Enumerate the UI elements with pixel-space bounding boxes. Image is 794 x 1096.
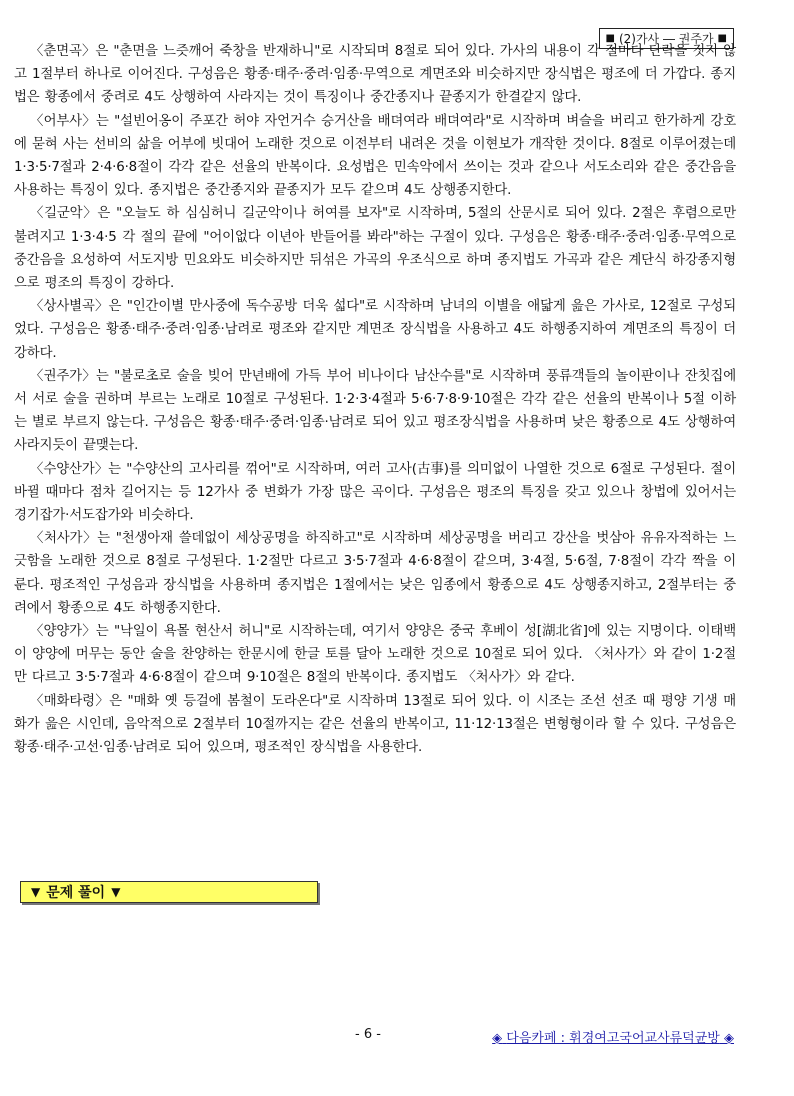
section-title: 문제 풀이	[46, 885, 106, 901]
paragraph-gwonjuga: 〈권주가〉는 "불로초로 술을 빚어 만년배에 가득 부어 비나이다 남산수를"로 시작하며 풍류객들의 놀이판이나 잔칫집에서 서로 술을 권하며 부르는 노래로 10절로 구성된다. 1·2·3·4절과 5·6·7·8·9·10절은 각각 같은 선율의 반복이나 5절 이하는 별로 부르지 않는다. 구성음은 황종·태주·중려·임종·남려로 되어 있고 평조장식법을 사용하며 낮은 황종으로 4도 상행하여 사라지듯이 끝맺는다.	[14, 368, 736, 454]
header-square-left: ■	[605, 33, 615, 44]
paragraph-maehwataryeong: 〈매화타령〉은 "매화 옛 등걸에 봄철이 도라온다"로 시작하며 13절로 되어 있다. 이 시조는 조선 선조 때 평양 기생 매화가 읊은 시인데, 음악적으로 2절부터 10절까지는 같은 선율의 반복이고, 11·12·13절은 변형형이라 할 수 있다. 구성음은 황종·태주·고선·임종·남려로 되어 있으며, 평조적인 장식법을 사용한다.	[14, 693, 736, 756]
problem-solving-heading	[20, 881, 318, 903]
diamond-icon: ◈	[492, 1031, 503, 1046]
paragraph-gilgunak: 〈길군악〉은 "오늘도 하 심심허니 길군악이나 허여를 보자"로 시작하며, 5절의 산문시로 되어 있다. 2절은 후렴으로만 불려지고 1·3·4·5 각 절의 끝에 "어이없다 이년아 반들어를 봐라"하는 구절이 있다. 구성음은 황종·태주·중려·임종·무역으로 중간음을 요성하여 서도지방 민요와도 비슷하지만 뒤섞은 가곡의 우조식으로 하며 종지법도 가곡과 같은 계단식 하강종지형으로 평조의 특징이 강하다.	[14, 206, 736, 292]
down-triangle-icon: ▼	[111, 885, 121, 899]
cafe-link[interactable]	[492, 1027, 734, 1046]
page-number: - 6 -	[355, 1027, 381, 1042]
paragraph-sangsabyeolgok: 〈상사별곡〉은 "인간이별 만사중에 독수공방 더욱 섧다"로 시작하며 남녀의 이별을 애닯게 읊은 가사로, 12절로 구성되었다. 구성음은 황종·태주·중려·임종·남려로 평조와 같지만 계면조 장식법을 사용하고 4도 하행종지하여 계면조의 특징이 더 강하다.	[14, 299, 736, 361]
document-body	[14, 40, 736, 759]
paragraph-chunmyeongok: 〈춘면곡〉은 "춘면을 느즛깨어 죽창을 반재하니"로 시작되며 8절로 되어 있다. 가사의 내용이 각 절마다 단락을 짓지 않고 1절부터 하나로 이어진다. 구성음은 황종·태주·중려·임종·무역으로 계면조와 비슷하지만 장식법은 평조에 더 가깝다. 종지법은 황종에서 중려로 4도 상행하여 사라지는 것이 특징이나 중간종지나 끝종지가 한결같지 않다.	[14, 44, 736, 106]
cafe-link-text: 다음카페 : 휘경여고국어교사류덕균방	[506, 1031, 720, 1046]
paragraph-yangyangga: 〈양양가〉는 "낙일이 욕몰 현산서 허니"로 시작하는데, 여기서 양양은 중국 후베이 성[湖北省]에 있는 지명이다. 이태백이 양양에 머무는 동안 술을 찬양하는 한문시에 한글 토를 달아 노래한 것으로 10절로 되어 있다. 〈처사가〉와 같이 1·2절만 다르고 3·5·7절과 4·6·8절이 같으며 9·10절은 8절의 반복이다. 종지법도 〈처사가〉와 같다.	[14, 624, 736, 686]
diamond-icon: ◈	[724, 1031, 734, 1046]
header-title: (2)가사 ― 권주가	[618, 32, 714, 46]
paragraph-eobusa: 〈어부사〉는 "설빈어옹이 주포간 허야 자언거수 승거산을 배뎌여라 배뎌여라"로 시작하며 벼슬을 버리고 한가하게 강호에 묻혀 사는 선비의 삶을 어부에 빗대어 노래한 것으로 이전부터 내려온 것을 이현보가 개작한 것이다. 8절로 이루어졌는데 1·3·5·7절과 2·4·6·8절이 각각 같은 선율의 반복이다. 요성법은 민속악에서 쓰이는 것과 같으나 서도소리와 같은 중간음을 사용하는 특징이 있다. 종지법은 중간종지와 끝종지가 모두 같으며 4도 상행종지한다.	[14, 113, 736, 199]
paragraph-suyangsanga: 〈수양산가〉는 "수양산의 고사리를 꺾어"로 시작하며, 여러 고사(古事)를 의미없이 나열한 것으로 6절로 구성된다. 절이 바뀔 때마다 점차 길어지는 등 12가사 중 변화가 가장 많은 곡이다. 구성음은 평조의 특징을 갖고 있으나 창법에 있어서는 경기잡가·서도잡가와 비슷하다.	[14, 461, 736, 524]
header-square-right: ■	[717, 33, 727, 44]
down-triangle-icon: ▼	[31, 885, 41, 899]
paragraph-cheosaga: 〈처사가〉는 "천생아재 쓸데없이 세상공명을 하직하고"로 시작하며 세상공명을 버리고 강산을 벗삼아 유유자적하는 느긋함을 노래한 것으로 8절로 구성된다. 1·2절만 다르고 3·5·7절과 4·6·8절이 같으며, 3·4절, 5·6절, 7·8절이 각각 짝을 이룬다. 평조적인 구성음과 장식법을 사용하며 종지법은 1절에서는 낮은 임종에서 황종으로 4도 상행종지하고, 2절부터는 중려에서 황종으로 4도 하행종지한다.	[14, 531, 736, 616]
